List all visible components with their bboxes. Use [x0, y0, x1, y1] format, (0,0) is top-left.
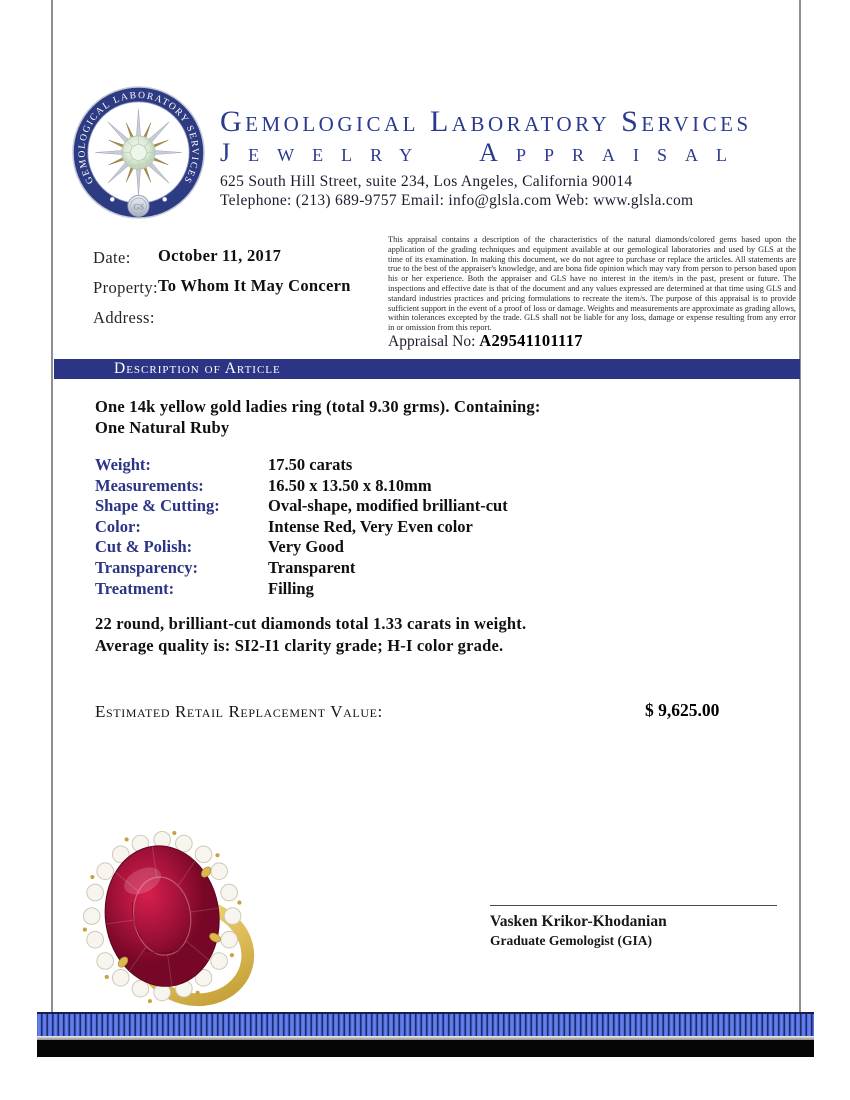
property-label-cell: Cut & Polish: — [95, 537, 193, 557]
section-title: Description of Article — [114, 360, 281, 377]
property-value-cell: Transparent — [268, 557, 356, 577]
property-value-cell: 16.50 x 13.50 x 8.10mm — [268, 475, 432, 495]
table-row — [95, 496, 508, 517]
center-gem-icon — [122, 136, 155, 169]
table-row — [95, 537, 508, 558]
valuation-amount: $ 9,625.00 — [645, 700, 720, 720]
property-label: Property: — [93, 278, 159, 297]
ruby-gem — [96, 838, 228, 993]
appraisal-number-value: A29541101117 — [479, 331, 583, 350]
property-label-cell: Treatment: — [95, 578, 175, 598]
seal-dot-right — [162, 197, 166, 201]
appraiser-name: Vasken Krikor-Khodanian — [490, 913, 667, 930]
table-row — [95, 579, 508, 600]
property-label-cell: Transparency: — [95, 557, 198, 577]
gls-logo-seal — [72, 86, 205, 219]
property-label-cell: Measurements: — [95, 475, 204, 495]
signature-line — [490, 905, 777, 906]
letterhead — [220, 106, 805, 210]
left-border-line — [51, 0, 53, 1012]
article-intro — [95, 396, 541, 438]
address-label: Address: — [93, 308, 155, 327]
appraiser-title: Graduate Gemologist (GIA) — [490, 933, 652, 948]
table-row — [95, 476, 508, 497]
table-row — [95, 517, 508, 538]
property-value-cell: Intense Red, Very Even color — [268, 516, 473, 536]
property-value-cell: Filling — [268, 578, 314, 598]
property-value-cell: Very Good — [268, 537, 344, 557]
property-value: To Whom It May Concern — [158, 276, 351, 295]
property-label-cell: Weight: — [95, 455, 151, 474]
property-value-cell: 17.50 carats — [268, 455, 353, 474]
seal-dot-left — [110, 197, 114, 201]
table-row — [95, 455, 508, 476]
company-contact: Telephone: (213) 689-9757 Email: info@glsla.com Web: www.glsla.com — [220, 192, 694, 209]
ring-photo — [70, 830, 267, 1011]
article-intro-line1: One 14k yellow gold ladies ring (total 9.30 grms). Containing: — [95, 397, 541, 416]
seal-monogram-medallion — [128, 195, 149, 216]
seal-monogram-text: GS — [133, 201, 144, 212]
diamonds-summary — [95, 613, 526, 657]
section-header-bar — [54, 359, 800, 379]
table-row — [95, 558, 508, 579]
date-value: October 11, 2017 — [158, 246, 282, 265]
property-label-cell: Shape & Cutting: — [95, 496, 220, 516]
company-address: 625 South Hill Street, suite 234, Los Angeles, California 90014 — [220, 173, 633, 190]
diamonds-line2: Average quality is: SI2-I1 clarity grade; H-I color grade. — [95, 636, 504, 655]
property-label-cell: Color: — [95, 516, 141, 536]
appraisal-number-row — [388, 331, 583, 351]
bottom-black-band — [37, 1040, 814, 1057]
property-value-cell: Oval-shape, modified brilliant-cut — [268, 496, 508, 516]
date-label: Date: — [93, 248, 131, 267]
company-title: Gemological Laboratory Services — [220, 105, 752, 138]
diamonds-line1: 22 round, brilliant-cut diamonds total 1.33 carats in weight. — [95, 614, 527, 633]
gem-properties-table — [95, 455, 508, 599]
disclaimer-text: This appraisal contains a description of the characteristics of the natural diamonds/colored gems based upon the application of the grading techniques and equipment available at our gemological laboratories and used by GLS at the time of its examination. In making this document, we do not agree to purchase or replace the articles. All statements are true to the best of the appraiser's knowledge, and are bona fide opinion which may vary from person to person based upon his or her experience. Both the appraiser and GLS have no interest in the item/s in the past, present or future. The inspections and effective date is that of the document and any values expressed are determined at that time using GLS and standard industries practices and pricing formulations to recreate the item/s. The purpose of this appraisal is to provide sufficient support in the event of a proof of loss or damage. Weights and measurements are approximate as grading allows, within tolerances excepted by the trade. GLS shall not be liable for any loss, damage or expense resulting from any error in or omission from this report. — [388, 235, 796, 333]
appraisal-number-label: Appraisal No: — [388, 333, 480, 350]
seal-arc-text: GEMOLOGICAL LABORATORY SERVICES — [76, 89, 201, 186]
document-type-title: Jewelry Appraisal — [220, 138, 745, 167]
valuation-label: Estimated Retail Replacement Value: — [95, 702, 383, 721]
article-intro-line2: One Natural Ruby — [95, 418, 230, 437]
bottom-stripe-band — [37, 1012, 814, 1036]
